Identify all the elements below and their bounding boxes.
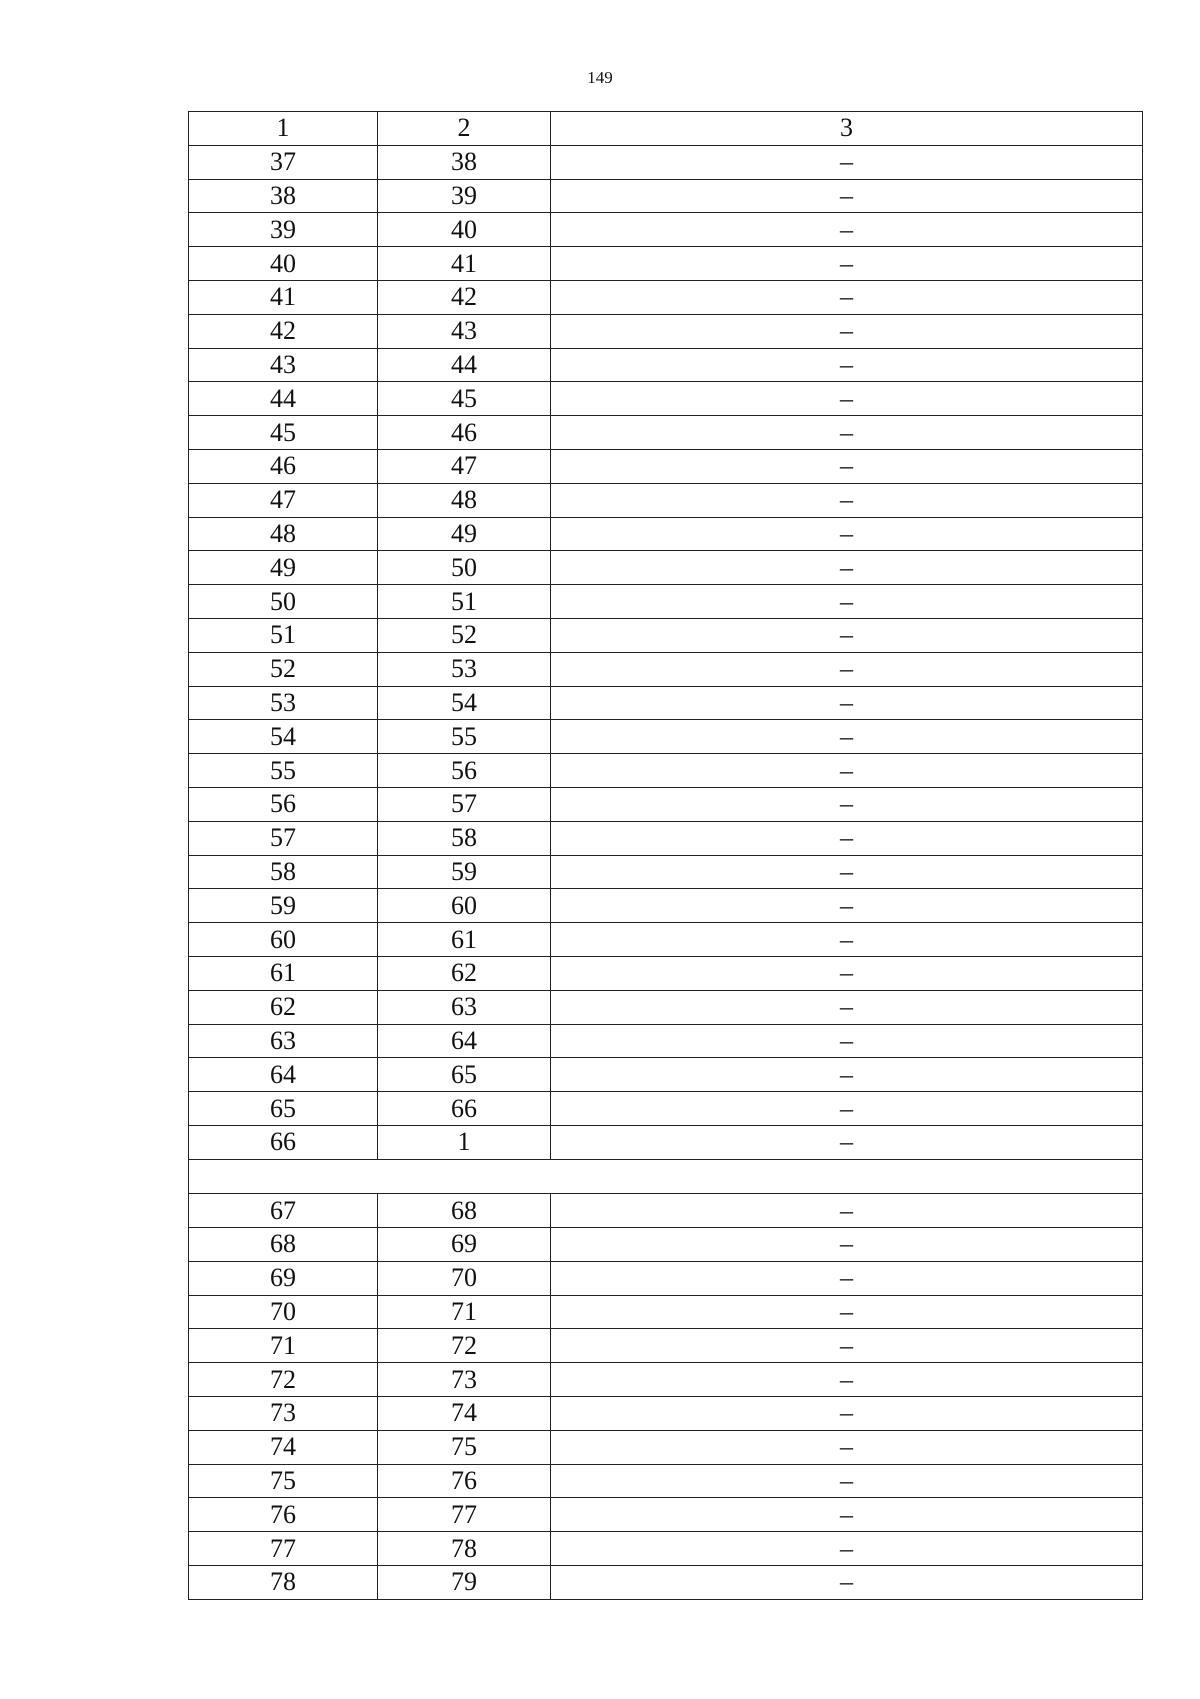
table-cell-col3: – <box>551 517 1143 551</box>
table-cell-col1: 68 <box>189 1228 378 1262</box>
table-cell-col2: 56 <box>378 754 551 788</box>
table-row <box>189 720 1143 754</box>
table-cell-col2: 42 <box>378 280 551 314</box>
table-row <box>189 754 1143 788</box>
table-cell-col3: – <box>551 923 1143 957</box>
table-cell-col3: – <box>551 382 1143 416</box>
table-cell-col3: – <box>551 585 1143 619</box>
table-cell-col2: 77 <box>378 1498 551 1532</box>
table-cell-col1: 54 <box>189 720 378 754</box>
table-cell-col2: 48 <box>378 483 551 517</box>
table-cell-col2: 51 <box>378 585 551 619</box>
table-row <box>189 1498 1143 1532</box>
table-cell-col1: 42 <box>189 314 378 348</box>
table-cell-col1: 52 <box>189 652 378 686</box>
table-row <box>189 1228 1143 1262</box>
table-cell-col2: 53 <box>378 652 551 686</box>
table-cell-col3: – <box>551 179 1143 213</box>
table-cell-col2: 41 <box>378 247 551 281</box>
table-row <box>189 1125 1143 1159</box>
table-cell-col3: – <box>551 348 1143 382</box>
table-cell-col1: 38 <box>189 179 378 213</box>
table-cell-col1: 51 <box>189 618 378 652</box>
table-row <box>189 1295 1143 1329</box>
table-cell-col3: – <box>551 1329 1143 1363</box>
table-cell-col2: 40 <box>378 213 551 247</box>
table-cell-col2: 69 <box>378 1228 551 1262</box>
table-cell-col2: 74 <box>378 1396 551 1430</box>
table-cell-col3: – <box>551 1363 1143 1397</box>
table-cell-col2: 72 <box>378 1329 551 1363</box>
table-cell-col3: – <box>551 787 1143 821</box>
table-cell-col3: – <box>551 280 1143 314</box>
table-cell-col2: 50 <box>378 551 551 585</box>
table-cell-col2: 73 <box>378 1363 551 1397</box>
table-body <box>189 112 1143 1600</box>
table-row <box>189 585 1143 619</box>
table-row <box>189 551 1143 585</box>
table-row <box>189 1464 1143 1498</box>
table-row <box>189 247 1143 281</box>
table-cell-col2: 49 <box>378 517 551 551</box>
table-cell-col3: – <box>551 720 1143 754</box>
table-cell-col1: 45 <box>189 416 378 450</box>
table-row <box>189 1261 1143 1295</box>
table-cell-col2: 65 <box>378 1058 551 1092</box>
table-cell-col3: – <box>551 247 1143 281</box>
table-cell-col1: 75 <box>189 1464 378 1498</box>
table-cell-col2: 45 <box>378 382 551 416</box>
table-header-row <box>189 112 1143 146</box>
table-cell-col1: 74 <box>189 1430 378 1464</box>
table-cell-col2: 39 <box>378 179 551 213</box>
table-row <box>189 956 1143 990</box>
table-cell-col1: 71 <box>189 1329 378 1363</box>
table-row <box>189 618 1143 652</box>
table-cell-col3: – <box>551 1498 1143 1532</box>
table-cell-col3: – <box>551 1092 1143 1126</box>
table-cell-col3: – <box>551 889 1143 923</box>
table-row <box>189 855 1143 889</box>
table-cell-col1: 40 <box>189 247 378 281</box>
table-cell-col2: 62 <box>378 956 551 990</box>
table-cell-col3: – <box>551 618 1143 652</box>
table-cell-col1: 44 <box>189 382 378 416</box>
table-cell-col3: – <box>551 652 1143 686</box>
table-row <box>189 1565 1143 1599</box>
table-cell-col1: 56 <box>189 787 378 821</box>
table-row <box>189 1058 1143 1092</box>
table-cell-col1: 39 <box>189 213 378 247</box>
table-cell-col3: – <box>551 449 1143 483</box>
table-cell-col2: 44 <box>378 348 551 382</box>
table-cell-col1: 47 <box>189 483 378 517</box>
table-cell-col1: 76 <box>189 1498 378 1532</box>
table-cell-col3: – <box>551 1464 1143 1498</box>
table-cell-col1: 55 <box>189 754 378 788</box>
table-cell-col1: 73 <box>189 1396 378 1430</box>
table-cell-col3: – <box>551 754 1143 788</box>
table-cell-col2: 76 <box>378 1464 551 1498</box>
table-cell-col2: 52 <box>378 618 551 652</box>
table-cell-col3: – <box>551 821 1143 855</box>
table-cell-col1: 78 <box>189 1565 378 1599</box>
table-cell-col3: – <box>551 416 1143 450</box>
table-cell-col2: 59 <box>378 855 551 889</box>
table-row <box>189 348 1143 382</box>
table-cell-col1: 58 <box>189 855 378 889</box>
table-cell-col2: 68 <box>378 1194 551 1228</box>
table-cell-col2: 75 <box>378 1430 551 1464</box>
table-cell-col2: 38 <box>378 145 551 179</box>
table-row <box>189 821 1143 855</box>
table-cell-col2: 61 <box>378 923 551 957</box>
table-cell-col3: – <box>551 314 1143 348</box>
table-row <box>189 449 1143 483</box>
data-table <box>188 111 1143 1600</box>
table-cell-col1: 43 <box>189 348 378 382</box>
table-cell-col1: 64 <box>189 1058 378 1092</box>
table-cell-col2: 57 <box>378 787 551 821</box>
table-row <box>189 483 1143 517</box>
table-row <box>189 923 1143 957</box>
table-cell-col1: 66 <box>189 1125 378 1159</box>
table-cell-col2: 47 <box>378 449 551 483</box>
table-cell-col1: 63 <box>189 1024 378 1058</box>
table-row <box>189 213 1143 247</box>
header-cell-2: 2 <box>378 112 551 146</box>
table-cell-col1: 61 <box>189 956 378 990</box>
table-cell-col2: 58 <box>378 821 551 855</box>
table-row <box>189 1092 1143 1126</box>
table-cell-col1: 41 <box>189 280 378 314</box>
table-cell-col1: 67 <box>189 1194 378 1228</box>
table-cell-col1: 60 <box>189 923 378 957</box>
table-row <box>189 1194 1143 1228</box>
table-row <box>189 1532 1143 1566</box>
table-cell-col1: 57 <box>189 821 378 855</box>
section-separator-cell <box>189 1159 1143 1194</box>
table-row <box>189 179 1143 213</box>
table-row <box>189 787 1143 821</box>
header-cell-3: 3 <box>551 112 1143 146</box>
table-cell-col2: 71 <box>378 1295 551 1329</box>
table-cell-col1: 72 <box>189 1363 378 1397</box>
table-cell-col2: 79 <box>378 1565 551 1599</box>
table-cell-col1: 48 <box>189 517 378 551</box>
table-cell-col3: – <box>551 1430 1143 1464</box>
table-row <box>189 314 1143 348</box>
table-cell-col2: 1 <box>378 1125 551 1159</box>
table-row <box>189 889 1143 923</box>
section-separator-row <box>189 1159 1143 1194</box>
table-cell-col2: 70 <box>378 1261 551 1295</box>
table-cell-col3: – <box>551 213 1143 247</box>
table-cell-col3: – <box>551 855 1143 889</box>
table-cell-col2: 46 <box>378 416 551 450</box>
table-cell-col3: – <box>551 483 1143 517</box>
header-cell-1: 1 <box>189 112 378 146</box>
table-row <box>189 1396 1143 1430</box>
table-row <box>189 517 1143 551</box>
table-cell-col1: 49 <box>189 551 378 585</box>
table-cell-col1: 70 <box>189 1295 378 1329</box>
table-cell-col2: 64 <box>378 1024 551 1058</box>
table-cell-col3: – <box>551 1565 1143 1599</box>
table-cell-col3: – <box>551 1125 1143 1159</box>
table-cell-col3: – <box>551 990 1143 1024</box>
table-cell-col1: 77 <box>189 1532 378 1566</box>
table-row <box>189 145 1143 179</box>
table-row <box>189 686 1143 720</box>
table-cell-col1: 59 <box>189 889 378 923</box>
table-cell-col3: – <box>551 956 1143 990</box>
page-number: 149 <box>587 68 613 87</box>
table-cell-col2: 43 <box>378 314 551 348</box>
table-cell-col3: – <box>551 1295 1143 1329</box>
table-cell-col1: 65 <box>189 1092 378 1126</box>
table-cell-col2: 66 <box>378 1092 551 1126</box>
table-row <box>189 1329 1143 1363</box>
table-cell-col2: 63 <box>378 990 551 1024</box>
table-cell-col3: – <box>551 686 1143 720</box>
table-row <box>189 652 1143 686</box>
table-cell-col3: – <box>551 1024 1143 1058</box>
table-cell-col2: 54 <box>378 686 551 720</box>
table-row <box>189 1024 1143 1058</box>
table-cell-col2: 60 <box>378 889 551 923</box>
table-cell-col1: 53 <box>189 686 378 720</box>
table-row <box>189 382 1143 416</box>
table-cell-col2: 78 <box>378 1532 551 1566</box>
table-row <box>189 1363 1143 1397</box>
table-cell-col1: 50 <box>189 585 378 619</box>
table-cell-col3: – <box>551 1228 1143 1262</box>
table-row <box>189 416 1143 450</box>
table-cell-col3: – <box>551 1532 1143 1566</box>
table-row <box>189 280 1143 314</box>
table-cell-col2: 55 <box>378 720 551 754</box>
table-cell-col1: 37 <box>189 145 378 179</box>
table-cell-col1: 62 <box>189 990 378 1024</box>
table-cell-col3: – <box>551 1058 1143 1092</box>
table-cell-col3: – <box>551 145 1143 179</box>
table-cell-col3: – <box>551 1261 1143 1295</box>
table-cell-col3: – <box>551 551 1143 585</box>
table-cell-col1: 69 <box>189 1261 378 1295</box>
table-row <box>189 990 1143 1024</box>
table-cell-col1: 46 <box>189 449 378 483</box>
table-cell-col3: – <box>551 1194 1143 1228</box>
table-cell-col3: – <box>551 1396 1143 1430</box>
table-row <box>189 1430 1143 1464</box>
